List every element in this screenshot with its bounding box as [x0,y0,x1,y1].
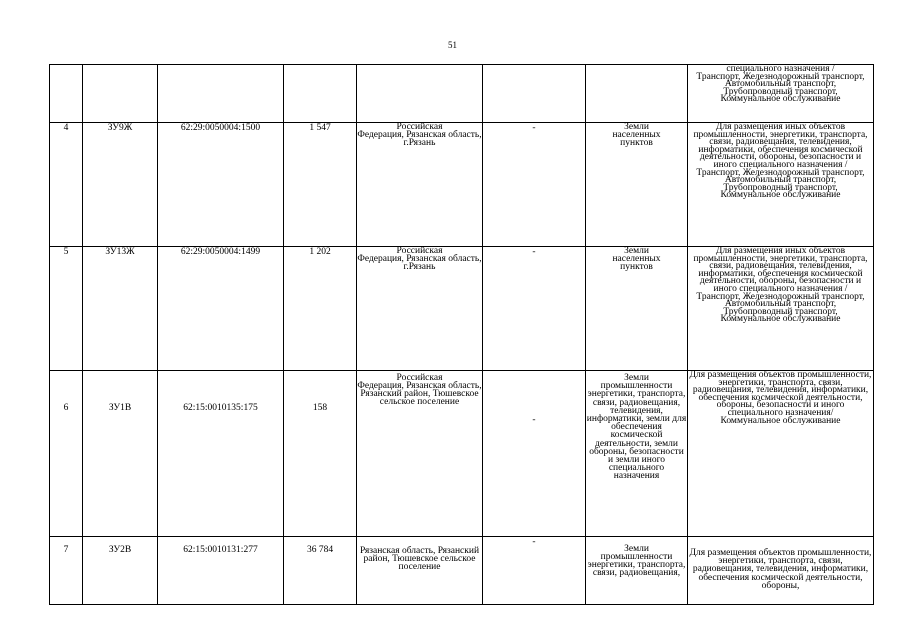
area-cell: 1 202 [284,247,357,371]
land-plots-table [49,64,874,605]
page-number: 51 [448,40,457,50]
permitted-use-text: Для размещения иных объектов промышленности, энергетики, транспорта, связи, радиовещания, телевидения, информатики, обеспечения космической деятельности, обороны, безопасности и иного специального назначения / Транспорт, Железнодорожный транспорт, Автомобильный транспорт, Трубопроводный транспорт, Коммунальное обслуживание [693,246,868,325]
address-cell [357,371,483,537]
row-number-cell [50,65,83,123]
permitted-use-text: Для размещения объектов промышленности, энергетики, транспорта, связи, радиовещания, телевидения, информатики, обеспечения космической деятельности, обороны, безопасности и иного специального назначения/ Коммунальное обслуживание [689,370,872,426]
blank-cell [483,65,586,123]
dash-text: - [532,123,536,133]
plot-code-cell [83,65,158,123]
plot-code-cell: ЗУ2В [83,537,158,605]
permitted-use-cell [688,371,874,537]
area-cell: 158 [284,371,357,537]
land-category-text: Земли населенных пунктов [612,246,661,272]
plot-code-cell: ЗУ1В [83,371,158,537]
address-cell [357,537,483,605]
cadastral-number-cell: 62:15:0010131:277 [158,537,284,605]
table-row [50,65,874,123]
row-number-cell: 4 [50,123,83,247]
address-text: Рязанская область, Рязанский район, Тюшевское сельское поселение [359,546,480,572]
permitted-use-text: Для размещения объектов промышленности, энергетики, транспорта, связи, радиовещания, телевидения, информатики, обеспечения космической деятельности, обороны, [689,548,872,591]
permitted-use-cell [688,65,874,123]
table-row [50,247,874,371]
area-cell: 1 547 [284,123,357,247]
dash-text: - [532,537,536,547]
address-text: Российская Федерация, Рязанская область, Рязанский район, Тюшевское сельское поселение [357,373,482,407]
blank-cell [483,371,586,537]
dash-text: - [532,415,536,425]
blank-cell [483,247,586,371]
land-category-cell [586,65,688,123]
area-cell [284,65,357,123]
row-number-cell: 7 [50,537,83,605]
blank-cell [483,537,586,605]
table-row [50,371,874,537]
cadastral-number-cell: 62:29:0050004:1499 [158,247,284,371]
address-cell [357,247,483,371]
address-cell [357,65,483,123]
dash-text: - [532,247,536,257]
row-number-cell: 6 [50,371,83,537]
cadastral-number-cell: 62:29:0050004:1500 [158,123,284,247]
address-cell [357,123,483,247]
cadastral-number-cell: 62:15:0010135:175 [158,371,284,537]
land-category-text: Земли промышленности энергетики, транспорта, связи, радиовещания, [587,544,686,578]
area-cell: 36 784 [284,537,357,605]
permitted-use-cell [688,537,874,605]
permitted-use-text: Для размещения иных объектов промышленности, энергетики, транспорта, связи, радиовещания, телевидения, информатики, обеспечения космической деятельности, обороны, безопасности и иного специального назначения / Транспорт, Железнодорожный транспорт, Автомобильный транспорт, Трубопроводный транспорт, Коммунальное обслуживание [693,122,868,201]
land-category-cell [586,537,688,605]
land-category-text: Земли промышленности энергетики, транспорта, связи, радиовещания, телевидения, информатики, земли для обеспечения космической деятельности, земли обороны, безопасности и земли иного специального назначения [586,373,687,482]
permitted-use-cell [688,247,874,371]
permitted-use-text: специального назначения / Транспорт, Железнодорожный транспорт, Автомобильный транспорт, Трубопроводный транспорт, Коммунальное обслуживание [696,64,865,105]
plot-code-cell: ЗУ9Ж [83,123,158,247]
table-row [50,123,874,247]
table-row [50,537,874,605]
row-number-cell: 5 [50,247,83,371]
land-category-cell [586,247,688,371]
land-category-text: Земли населенных пунктов [612,122,661,148]
blank-cell [483,123,586,247]
cadastral-number-cell [158,65,284,123]
plot-code-cell: ЗУ13Ж [83,247,158,371]
land-category-cell [586,123,688,247]
address-text: Российская Федерация, Рязанская область, г.Рязань [357,246,482,272]
permitted-use-cell [688,123,874,247]
land-category-cell [586,371,688,537]
address-text: Российская Федерация, Рязанская область, г.Рязань [357,122,482,148]
